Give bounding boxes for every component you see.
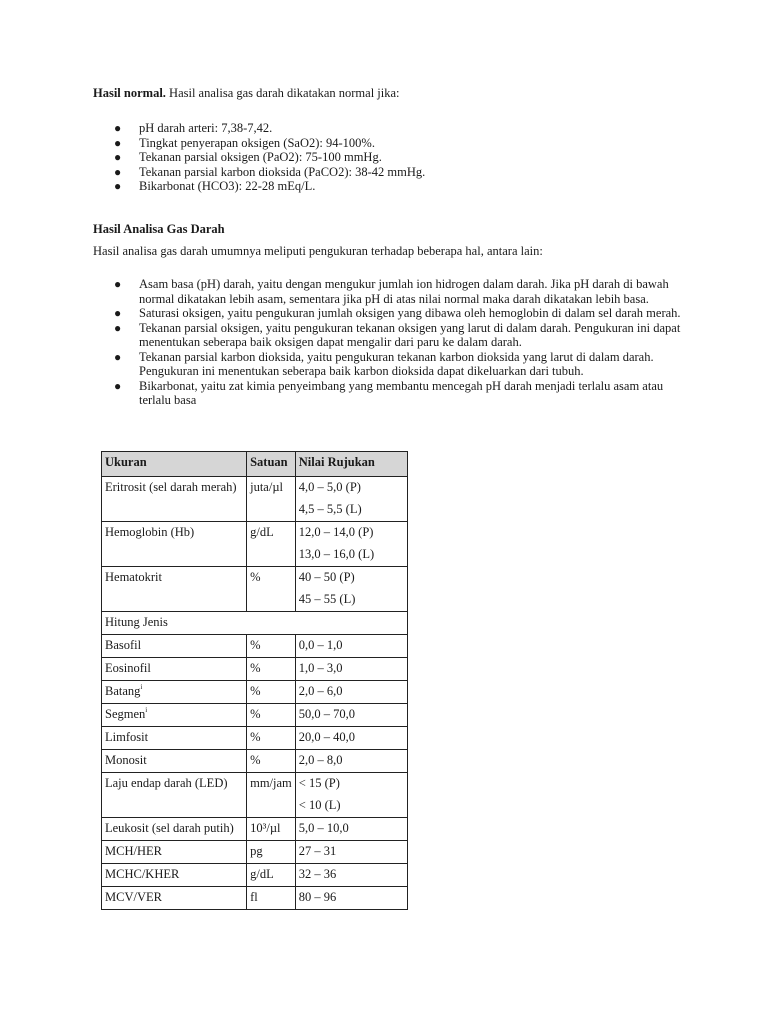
column-header-ukuran: Ukuran — [102, 452, 247, 477]
cell-unit: % — [247, 567, 296, 612]
table-row — [102, 727, 408, 750]
table-row — [102, 635, 408, 658]
table-row — [102, 658, 408, 681]
cell-value: 32 – 36 — [295, 864, 407, 887]
cell-value: 1,0 – 3,0 — [295, 658, 407, 681]
cell-value — [295, 522, 407, 567]
cell-name-text: Batang — [105, 684, 141, 698]
cell-unit: % — [247, 681, 296, 704]
table-row — [102, 612, 408, 635]
list-item — [93, 350, 688, 379]
section-intro: Hasil analisa gas darah umumnya meliputi pengukuran terhadap beberapa hal, antara lain: — [93, 244, 543, 258]
cell-name: MCHC/KHER — [102, 864, 247, 887]
intro-paragraph — [93, 86, 683, 100]
document-page — [93, 86, 683, 904]
bullet-icon: ● — [114, 378, 122, 393]
list-item-text: Tingkat penyerapan oksigen (SaO2): 94-100%. — [139, 135, 375, 150]
list-item-text: Asam basa (pH) darah, yaitu dengan mengukur jumlah ion hidrogen dalam darah. Jika pH darah di bawah normal dikatakan lebih asam, sementara jika pH di atas nilai normal maka darah dikatakan lebih basa. — [139, 277, 669, 306]
cell-value — [295, 477, 407, 522]
cell-unit: fl — [247, 887, 296, 910]
table-row — [102, 841, 408, 864]
cell-name: Laju endap darah (LED) — [102, 773, 247, 818]
bullet-icon: ● — [114, 164, 122, 179]
list-item-text: Bikarbonat (HCO3): 22-28 mEq/L. — [139, 179, 316, 193]
table-row — [102, 477, 408, 522]
list-item — [93, 321, 688, 350]
intro-bold: Hasil normal. — [93, 86, 166, 100]
bullet-icon: ● — [114, 320, 122, 335]
cell-unit: % — [247, 704, 296, 727]
cell-name — [102, 681, 247, 704]
table-row — [102, 681, 408, 704]
intro-text: Hasil analisa gas darah dikatakan normal jika: — [165, 86, 400, 100]
cell-unit: pg — [247, 841, 296, 864]
list-item — [93, 136, 513, 151]
cell-name: Leukosit (sel darah putih) — [102, 818, 247, 841]
cell-name: Basofil — [102, 635, 247, 658]
list-item — [93, 277, 688, 306]
cell-unit: g/dL — [247, 522, 296, 567]
cell-value: 5,0 – 10,0 — [295, 818, 407, 841]
section-heading: Hasil Analisa Gas Darah — [93, 222, 225, 236]
value-line-2: 45 – 55 (L) — [298, 592, 356, 606]
cell-name: Eritrosit (sel darah merah) — [102, 477, 247, 522]
list-item — [93, 165, 513, 180]
cell-value — [295, 773, 407, 818]
cell-value: 20,0 – 40,0 — [295, 727, 407, 750]
cell-unit: mm/jam — [247, 773, 296, 818]
list-item — [93, 379, 688, 408]
value-line-2: 4,5 – 5,5 (L) — [298, 502, 362, 516]
cell-name: MCH/HER — [102, 841, 247, 864]
normal-values-list — [93, 121, 513, 194]
column-header-satuan: Satuan — [247, 452, 296, 477]
list-item-text: Tekanan parsial karbon dioksida (PaCO2): 38-42 mmHg. — [139, 164, 426, 179]
cell-unit: % — [247, 635, 296, 658]
cell-value — [295, 567, 407, 612]
cell-name: Limfosit — [102, 727, 247, 750]
list-item — [93, 150, 513, 165]
list-item — [93, 306, 688, 321]
bullet-icon: ● — [114, 277, 122, 291]
column-header-nilai: Nilai Rujukan — [295, 452, 407, 477]
value-line-2: 13,0 – 16,0 (L) — [298, 547, 375, 561]
cell-name: Hemoglobin (Hb) — [102, 522, 247, 567]
cell-unit: g/dL — [247, 864, 296, 887]
cell-name — [102, 704, 247, 727]
cell-group-label: Hitung Jenis — [102, 612, 408, 635]
cell-name: Monosit — [102, 750, 247, 773]
cell-value: 2,0 – 6,0 — [295, 681, 407, 704]
cell-unit: % — [247, 658, 296, 681]
value-line-1: 40 – 50 (P) — [298, 570, 355, 584]
value-line-1: 4,0 – 5,0 (P) — [298, 480, 361, 494]
cell-unit: 10³/µl — [247, 818, 296, 841]
cell-unit: % — [247, 727, 296, 750]
cell-value: 0,0 – 1,0 — [295, 635, 407, 658]
cell-value: 80 – 96 — [295, 887, 407, 910]
table-row — [102, 750, 408, 773]
bullet-icon: ● — [114, 349, 122, 364]
list-item-text: pH darah arteri: 7,38-7,42. — [139, 121, 273, 135]
list-item-text: Bikarbonat, yaitu zat kimia penyeimbang yang membantu mencegah pH darah menjadi terlalu asam atau terlalu basa — [139, 378, 664, 407]
footnote-mark: i — [145, 706, 148, 714]
analysis-list — [93, 277, 688, 408]
list-item-text: Tekanan parsial oksigen, yaitu pengukuran tekanan oksigen yang larut di dalam darah. Pengukuran ini dapat menentukan seberapa baik oksigen dapat mengalir dari paru ke dalam darah. — [139, 320, 681, 349]
list-item-text: Saturasi oksigen, yaitu pengukuran jumlah oksigen yang dibawa oleh hemoglobin di dalam sel darah merah. — [139, 306, 681, 320]
table-row — [102, 522, 408, 567]
footnote-mark: i — [140, 683, 143, 691]
value-line-2: < 10 (L) — [298, 798, 341, 812]
value-line-1: < 15 (P) — [298, 776, 340, 790]
reference-table — [101, 451, 408, 910]
list-item — [93, 179, 513, 194]
table-row — [102, 887, 408, 910]
bullet-icon: ● — [114, 135, 122, 150]
table-row — [102, 818, 408, 841]
cell-name: MCV/VER — [102, 887, 247, 910]
table-row — [102, 864, 408, 887]
list-item — [93, 121, 513, 136]
list-item-text: Tekanan parsial oksigen (PaO2): 75-100 mmHg. — [139, 150, 382, 164]
cell-unit: juta/µl — [247, 477, 296, 522]
value-line-1: 12,0 – 14,0 (P) — [298, 525, 374, 539]
table-row — [102, 773, 408, 818]
table-header-row — [102, 452, 408, 477]
cell-unit: % — [247, 750, 296, 773]
cell-value: 27 – 31 — [295, 841, 407, 864]
bullet-icon: ● — [114, 121, 122, 135]
table-row — [102, 704, 408, 727]
bullet-icon: ● — [114, 150, 122, 164]
bullet-icon: ● — [114, 179, 122, 193]
list-item-text: Tekanan parsial karbon dioksida, yaitu pengukuran tekanan karbon dioksida yang larut di dalam darah. Pengukuran ini menentukan seberapa baik karbon dioksida dapat dikeluarkan dari tubuh. — [139, 349, 654, 378]
cell-value: 2,0 – 8,0 — [295, 750, 407, 773]
table-row — [102, 567, 408, 612]
cell-value: 50,0 – 70,0 — [295, 704, 407, 727]
bullet-icon: ● — [114, 306, 122, 320]
cell-name: Eosinofil — [102, 658, 247, 681]
cell-name: Hematokrit — [102, 567, 247, 612]
cell-name-text: Segmen — [105, 707, 146, 721]
